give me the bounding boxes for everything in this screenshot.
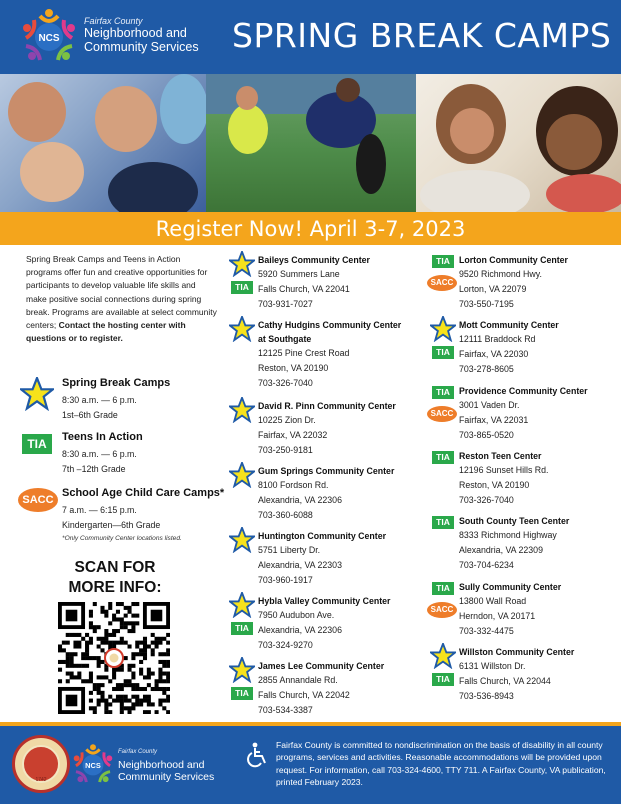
star-icon	[229, 527, 255, 558]
header-bar	[0, 0, 621, 74]
legend-title: Teens In Action	[62, 431, 143, 443]
center-phone[interactable]: 703-360-6088	[258, 510, 313, 521]
footer-county: Fairfax County	[118, 749, 158, 755]
center-listing	[459, 449, 621, 508]
intro-bold: Contact the hosting center with questions or to register.	[26, 320, 186, 344]
scan-line1: SCAN FOR	[74, 559, 156, 576]
center-name: Providence Community Center	[459, 386, 588, 396]
legend-title: Spring Break Camps	[62, 377, 171, 389]
center-listing	[459, 384, 621, 443]
ncs-logo-text: NCS	[85, 760, 101, 770]
center-name: South County Teen Center	[459, 516, 570, 526]
center-name: Sully Community Center	[459, 582, 562, 592]
center-name: Lorton Community Center	[459, 255, 568, 265]
qr-code[interactable]	[58, 602, 170, 714]
center-address: Lorton, VA 22079	[459, 284, 527, 295]
org-name-line1: Neighborhood and	[84, 26, 187, 40]
center-address: Alexandria, VA 22306	[258, 495, 342, 506]
center-address: Alexandria, VA 22303	[258, 560, 342, 571]
center-phone[interactable]: 703-550-7195	[459, 299, 514, 310]
tia-badge: TIA	[231, 687, 253, 700]
ncs-people-icon	[18, 6, 80, 68]
legend-hours: 8:30 a.m. — 6 p.m.	[62, 395, 137, 405]
center-phone[interactable]: 703-931-7027	[258, 299, 313, 310]
center-phone[interactable]: 703-865-0520	[459, 430, 514, 441]
legend-hours: 8:30 a.m. — 6 p.m.	[62, 449, 137, 459]
center-name: Cathy Hudgins Community Center	[258, 320, 402, 330]
footer-org-line2: Community Services	[118, 771, 215, 783]
nondiscrimination-notice: Fairfax County is committed to nondiscrimination on the basis of disability in all county programs, services and activities. Reasonable accommodations will be provided upon request. For information, call 703-324-4600, TTY 711. A Fairfax County, VA publication, printed February 2023.	[276, 740, 606, 788]
center-name: Mott Community Center	[459, 320, 559, 330]
star-icon	[229, 462, 255, 493]
star-icon	[229, 251, 255, 282]
tia-badge: TIA	[432, 673, 454, 686]
sacc-badge: SACC	[18, 488, 58, 512]
center-address: Fairfax, VA 22030	[459, 349, 529, 360]
tia-badge: TIA	[231, 281, 253, 294]
center-address: Reston, VA 20190	[258, 363, 329, 374]
legend-title: School Age Child Care Camps*	[62, 487, 225, 499]
center-phone[interactable]: 703-250-9181	[258, 445, 313, 456]
center-address: 12125 Pine Crest Road	[258, 348, 350, 359]
legend-footnote: *Only Community Center locations listed.	[62, 535, 182, 542]
center-address: 5920 Summers Lane	[258, 269, 340, 280]
scan-heading	[60, 558, 170, 598]
center-phone[interactable]: 703-960-1917	[258, 575, 313, 586]
center-address: Fairfax, VA 22031	[459, 415, 529, 426]
tia-badge: TIA	[432, 346, 454, 359]
center-name: at Southgate	[258, 334, 312, 345]
center-name: Gum Springs Community Center	[258, 466, 395, 476]
center-phone[interactable]: 703-324-9270	[258, 640, 313, 651]
county-name: Fairfax County	[84, 16, 143, 26]
center-name: James Lee Community Center	[258, 661, 385, 671]
footer-bar	[0, 726, 621, 804]
center-listing	[459, 514, 621, 573]
center-address: 6131 Willston Dr.	[459, 661, 526, 672]
sacc-badge: SACC	[427, 275, 457, 291]
photo-kids-smiling	[0, 74, 206, 212]
intro-paragraph	[26, 253, 218, 345]
center-listing	[459, 580, 621, 639]
intro-text: Spring Break Camps and Teens in Action programs offer fun and creative opportunities for participants to develop valuable life skills and make positive social connections during spring break. Programs are available at select community centers;	[26, 254, 217, 331]
center-listing	[459, 645, 621, 704]
tia-badge: TIA	[432, 255, 454, 268]
photo-flag-football	[206, 74, 416, 212]
legend-teens-in-action	[20, 431, 230, 481]
center-address: Falls Church, VA 22041	[258, 284, 350, 295]
ncs-people-icon	[70, 742, 116, 788]
center-address: 5751 Liberty Dr.	[258, 545, 321, 556]
ncs-logo	[18, 6, 208, 68]
legend-grades: Kindergarten—6th Grade	[62, 520, 161, 530]
tia-badge: TIA	[432, 516, 454, 529]
star-icon	[229, 397, 255, 428]
center-address: 8333 Richmond Highway	[459, 530, 557, 541]
register-banner	[0, 212, 621, 245]
center-phone[interactable]: 703-332-4475	[459, 626, 514, 637]
center-name: David R. Pinn Community Center	[258, 401, 396, 411]
star-icon	[20, 377, 54, 411]
center-name: Huntington Community Center	[258, 531, 387, 541]
wheelchair-icon	[246, 742, 270, 768]
center-address: 8100 Fordson Rd.	[258, 480, 329, 491]
legend-sacc	[20, 487, 230, 547]
center-address: Herndon, VA 20171	[459, 611, 536, 622]
center-name: Hybla Valley Community Center	[258, 596, 391, 606]
center-listing	[258, 399, 448, 458]
photo-strip	[0, 74, 621, 212]
sacc-badge: SACC	[427, 602, 457, 618]
center-phone[interactable]: 703-704-6234	[459, 560, 514, 571]
star-icon	[229, 316, 255, 347]
center-address: Reston, VA 20190	[459, 480, 530, 491]
center-listing	[258, 464, 448, 523]
center-address: 2855 Annandale Rd.	[258, 675, 338, 686]
legend-grades: 7th –12th Grade	[62, 464, 126, 474]
center-phone[interactable]: 703-536-8943	[459, 691, 514, 702]
center-listing	[459, 253, 621, 312]
tia-badge: TIA	[432, 386, 454, 399]
org-name-line2: Community Services	[84, 40, 199, 54]
center-address: Fairfax, VA 22032	[258, 430, 328, 441]
sacc-badge: SACC	[427, 406, 457, 422]
seal-year: 1742	[35, 777, 47, 783]
center-address: Falls Church, VA 22044	[459, 676, 551, 687]
center-address: Alexandria, VA 22306	[258, 625, 342, 636]
photo-science-girls	[416, 74, 621, 212]
legend-spring-break	[20, 377, 230, 427]
center-listing	[258, 594, 448, 653]
tia-badge: TIA	[432, 582, 454, 595]
footer-org-line1: Neighborhood and	[118, 759, 205, 771]
star-icon	[229, 657, 255, 688]
tia-badge: TIA	[432, 451, 454, 464]
tia-badge: TIA	[231, 622, 253, 635]
center-phone[interactable]: 703-534-3387	[258, 705, 313, 716]
star-icon	[430, 643, 456, 674]
center-address: Falls Church, VA 22042	[258, 690, 350, 701]
center-name: Baileys Community Center	[258, 255, 370, 265]
center-name: Willston Community Center	[459, 647, 575, 657]
center-phone[interactable]: 703-326-7040	[459, 495, 514, 506]
center-address: 12196 Sunset Hills Rd.	[459, 465, 549, 476]
center-listing	[258, 659, 448, 718]
center-address: 3001 Vaden Dr.	[459, 400, 520, 411]
footer-ncs-logo	[70, 738, 230, 794]
legend-grades: 1st–6th Grade	[62, 410, 118, 420]
ncs-logo-text: NCS	[38, 33, 60, 44]
center-phone[interactable]: 703-278-8605	[459, 364, 514, 375]
scan-line2: MORE INFO:	[68, 579, 162, 596]
center-address: 7950 Audubon Ave.	[258, 610, 335, 621]
center-listing	[258, 529, 448, 588]
center-address: Alexandria, VA 22309	[459, 545, 543, 556]
page-title: SPRING BREAK CAMPS	[232, 16, 612, 55]
center-listing	[258, 253, 448, 312]
star-icon	[229, 592, 255, 623]
star-icon	[430, 316, 456, 347]
center-address: 10225 Zion Dr.	[258, 415, 316, 426]
legend-hours: 7 a.m. — 6:15 p.m.	[62, 505, 137, 515]
center-listing	[459, 318, 621, 377]
register-text: Register Now! April 3-7, 2023	[155, 217, 466, 241]
center-listing	[258, 318, 448, 391]
center-name: Reston Teen Center	[459, 451, 542, 461]
tia-badge: TIA	[22, 434, 52, 454]
center-address: 13800 Wall Road	[459, 596, 527, 607]
county-seal-icon	[12, 735, 70, 793]
center-phone[interactable]: 703-326-7040	[258, 378, 313, 389]
center-address: 12111 Braddock Rd	[459, 334, 536, 345]
center-address: 9520 Richmond Hwy.	[459, 269, 542, 280]
